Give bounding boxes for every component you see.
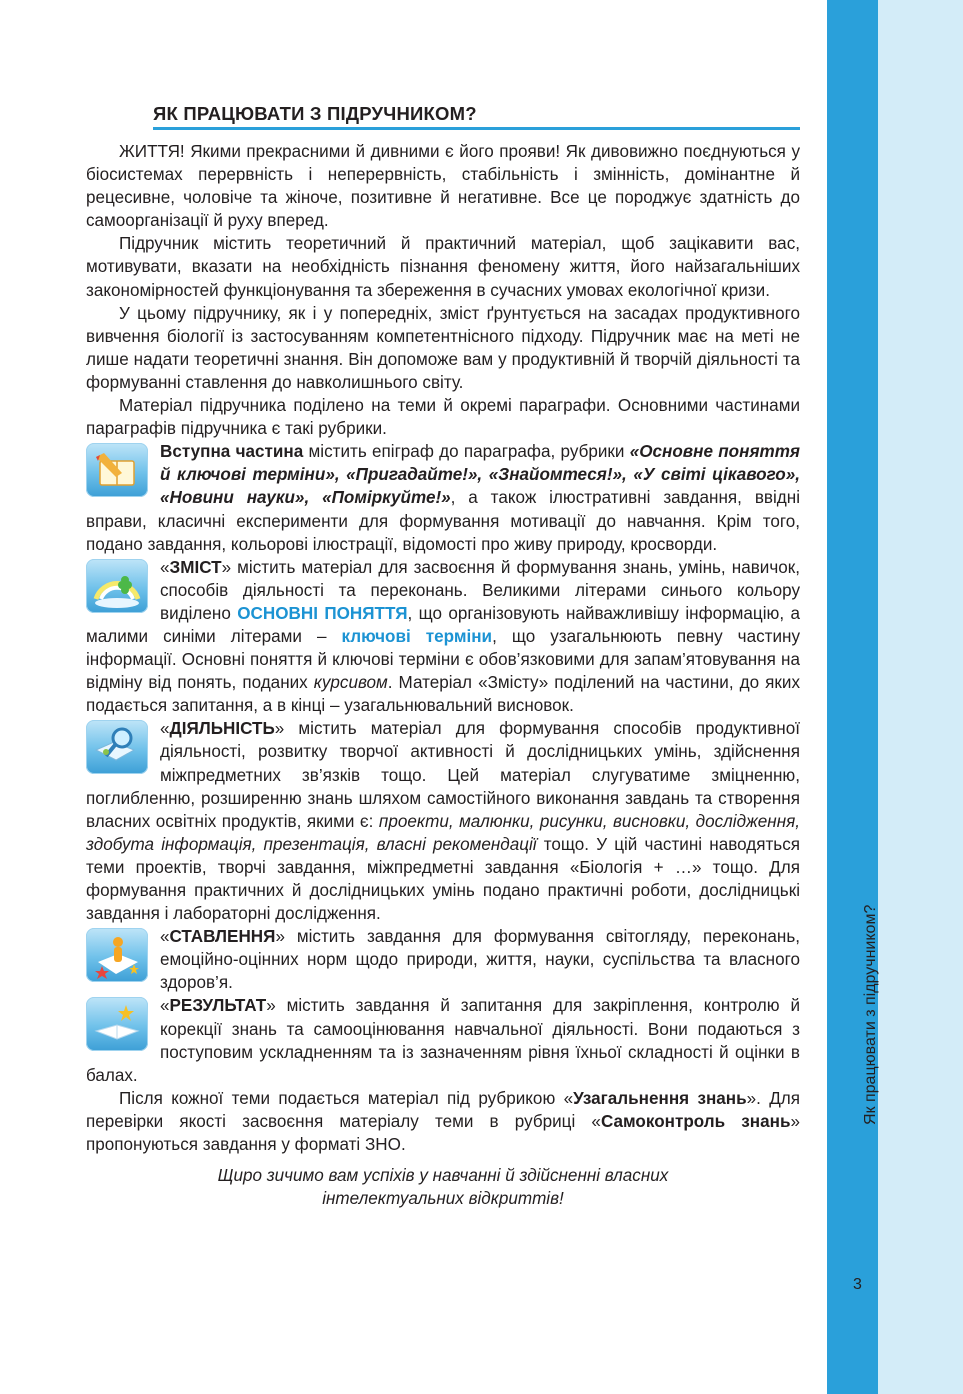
rubric-headings-list: «Основне поняття й ключові терміни», «Пригадайте!», «Знайомтеся!», «У світі цікавого», «Новини науки», «Поміркуйте!» (160, 442, 800, 508)
sidebar-accent-stripe (827, 0, 878, 1394)
open-quote: « (160, 557, 170, 577)
sidebar-light-stripe (878, 0, 963, 1394)
intro-paragraph: Підручник містить теоретичний й практичний матеріал, щоб зацікавити вас, мотивувати, вказати на необхідність пізнання феномену життя, його найзагальніших закономірностей функціонування та збереження в сучасних умовах екологічної кризи. (86, 234, 800, 300)
figure-stars-icon (86, 928, 148, 982)
open-quote: « (160, 719, 170, 739)
open-quote: « (160, 996, 170, 1016)
rubric-name: РЕЗУЛЬТАТ (169, 996, 267, 1016)
key-concepts-term: ОСНОВНІ ПОНЯТТЯ (237, 603, 408, 623)
intro-paragraph: Матеріал підручника поділено на теми й окремі параграфи. Основними частинами параграфів підручника є такі рубрики. (86, 396, 800, 439)
rubric-text: , а також ілюстративні завдання, ввідні вправи, класичні експерименти для формування мотивації до навчання. Крім того, подано завдання, кольорові ілюстрації, відомості про живу природу, кросворди. (86, 488, 800, 554)
rubric-text: містить епіграф до параграфа, рубрики (303, 442, 630, 462)
running-head: Як працювати з підручником? (862, 904, 879, 1125)
rubric-text: » містить матеріал для засвоєння й формування знань, умінь, навичок, способів діяльності та переконань. Великими літерами синього кольору виділено (160, 557, 800, 623)
key-terms-term: ключові терміни (341, 626, 493, 646)
page-content (86, 100, 800, 1210)
summary-rubric-name: Узагальнення знань (573, 1088, 747, 1108)
wish-line: Щиро зичимо вам успіхів у навчанні й здійсненні власних (217, 1166, 669, 1186)
book-sparkle-icon (86, 997, 148, 1051)
closing-paragraph (86, 1087, 800, 1156)
rubric-text: » містить завдання й запитання для закріплення, контролю й корекції знань та самооцінювання навчальної діяльності. Вони подаються з поступовим ускладненням та із зазначенням рівня їхньої складності й оцінки в балах. (86, 996, 800, 1085)
italic-word: курсивом (313, 673, 388, 693)
rainbow-clover-icon (86, 559, 148, 613)
page-sidebar (827, 0, 963, 1394)
rubric-name: ДІЯЛЬНІСТЬ (169, 719, 275, 739)
rubric-attitude (86, 925, 800, 994)
closing-text: » пропонуються завдання у форматі ЗНО. (86, 1111, 800, 1155)
magnifier-map-icon (86, 720, 148, 774)
rubric-name: СТАВЛЕННЯ (169, 927, 276, 947)
rubric-result (86, 994, 800, 1086)
rubric-intro-part (86, 440, 800, 555)
closing-wish (86, 1164, 800, 1210)
rubric-text: тощо. У цій частині наводяться теми проектів, творчі завдання, міжпредметні завдання «Біологія + …» тощо. Для формування практичних й дослідницьких умінь подано практичні роботи, дослідницькі завдання і лабораторні дослідження. (86, 834, 800, 924)
title-underline (153, 127, 800, 130)
self-control-rubric-name: Самоконтроль знань (600, 1111, 791, 1131)
rubric-activity (86, 717, 800, 925)
rubric-text: . Матеріал «Змісту» поділений на частини, до яких подається запитання, а в кінці – узагальнювальний висновок. (86, 673, 800, 716)
products-list: проекти, малюнки, рисунки, висновки, дослідження, здобута інформація, презентація, власні рекомендації (86, 811, 800, 854)
rubric-text: , що узагальнюють певну частину інформації. Основні поняття й ключові терміни є обов’язковими для запам’ятовування на відміну від понять, поданих (86, 626, 801, 693)
rubric-content (86, 556, 800, 718)
body-text (86, 140, 800, 1156)
rubric-name: Вступна частина (160, 442, 304, 462)
page-title: ЯК ПРАЦЮВАТИ З ПІДРУЧНИКОМ? (153, 103, 477, 124)
wish-line: інтелектуальних відкриттів! (322, 1189, 564, 1209)
intro-paragraph: ЖИТТЯ! Якими прекрасними й дивними є його прояви! Як дивовижно поєднуються у біосистемах перервність і неперервність, стабільність і змінність, домінантне й рецесивне, чоловіче та жіноче, позитивне й негативне. Все це породжує здатність до самоорганізації й руху вперед. (86, 142, 800, 231)
open-book-pencil-icon (86, 443, 148, 497)
closing-text: Після кожної теми подається матеріал під рубрикою « (119, 1088, 574, 1108)
rubric-name: ЗМІСТ (169, 557, 222, 577)
closing-text: ». Для перевірки якості засвоєння матеріалу теми в рубриці « (86, 1088, 801, 1131)
rubric-text: , що організовують найважливішу інформацію, а малими синіми літерами – (86, 603, 800, 646)
page-number: 3 (853, 1276, 862, 1293)
rubric-text: » містить матеріал для формування способів продуктивної діяльності, розвитку творчої активності й дослідницьких умінь, здійснення міжпредметних зв’язків тощо. Цей матеріал слугуватиме зміцненню, поглибленню, розширенню знань шляхом самостійного виконання завдань та створення власних освітніх продуктів, якими є: (86, 719, 800, 831)
open-quote: « (160, 927, 170, 947)
intro-paragraph: У цьому підручнику, як і у попередніх, зміст ґрунтується на засадах продуктивного вивчення біології із застосуванням компетентнісного підходу. Підручник має на меті не лише надати теоретичні знання. Він допоможе вам у продуктивній й творчій діяльності та формуванні ставлення до навколишнього світу. (86, 303, 800, 392)
rubric-text: » містить завдання для формування світогляду, переконань, емоційно-оцінних норм щодо природи, життя, науки, суспільства та власного здоров’я. (160, 927, 800, 993)
